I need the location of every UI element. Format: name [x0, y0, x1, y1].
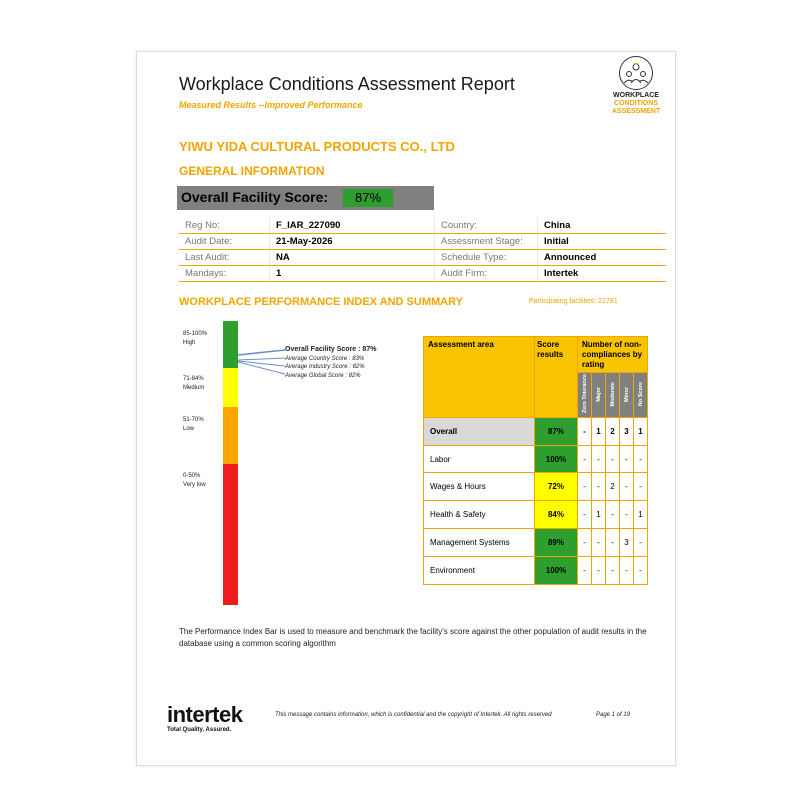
row-area: Labor — [424, 446, 535, 473]
info-key: Reg No: — [179, 218, 270, 234]
info-value: China — [538, 218, 667, 234]
row-count: 3 — [620, 418, 634, 446]
row-score: 87% — [535, 418, 578, 446]
index-bar-very-low — [223, 464, 238, 605]
row-count: - — [620, 473, 634, 501]
global-score-line: Average Global Score : 82% — [285, 372, 361, 379]
row-area: Wages & Hours — [424, 473, 535, 501]
row-area: Environment — [424, 557, 535, 585]
summary-table — [423, 336, 648, 585]
rating-minor: Minor — [620, 373, 634, 418]
rating-no-score: No Score — [634, 373, 648, 418]
index-footnote: The Performance Index Bar is used to measure and benchmark the facility's score against the other population of audit results in the database using a common scoring algorithm — [179, 627, 647, 648]
row-count: - — [606, 501, 620, 529]
range-high-label — [183, 330, 207, 348]
row-count: - — [620, 501, 634, 529]
info-row — [179, 234, 666, 250]
country-score-line: Average Country Score : 83% — [285, 355, 365, 362]
row-count: - — [578, 529, 592, 557]
row-count: - — [578, 501, 592, 529]
brand-wordmark: intertek — [167, 702, 243, 727]
index-bar-medium — [223, 368, 238, 407]
row-count: - — [592, 529, 606, 557]
logo-line3: ASSESSMENT — [611, 108, 661, 115]
summary-row — [424, 473, 648, 501]
info-key: Schedule Type: — [435, 250, 538, 266]
row-count: 1 — [592, 418, 606, 446]
overall-score-bar — [177, 186, 434, 210]
row-area: Management Systems — [424, 529, 535, 557]
score-comparison — [285, 346, 376, 380]
rating-major: Major — [592, 373, 606, 418]
score-pointer-lines — [237, 342, 287, 382]
row-score: 72% — [535, 473, 578, 501]
general-info-heading: GENERAL INFORMATION — [179, 164, 325, 178]
summary-row — [424, 501, 648, 529]
participating-facilities: Participating facilities: 22781 — [529, 298, 618, 305]
info-value: 21-May-2026 — [270, 234, 435, 250]
row-count: - — [620, 446, 634, 473]
report-subtitle: Measured Results --Improved Performance — [179, 100, 363, 110]
index-bar-low — [223, 407, 238, 464]
row-count: - — [606, 446, 620, 473]
logo-line2: CONDITIONS — [614, 100, 658, 107]
info-key: Audit Firm: — [435, 266, 538, 282]
rating-moderate: Moderate — [606, 373, 620, 418]
row-count: - — [592, 557, 606, 585]
row-count: - — [578, 473, 592, 501]
range-low-label — [183, 416, 204, 434]
row-area: Overall — [424, 418, 535, 446]
row-score: 84% — [535, 501, 578, 529]
overall-facility-line: Overall Facility Score : 87% — [285, 346, 377, 353]
header-score-results: Score results — [535, 337, 578, 418]
info-value: Initial — [538, 234, 667, 250]
overall-score-value: 87% — [343, 189, 393, 207]
header-assessment-area: Assessment area — [424, 337, 535, 418]
range-value: 71-84% — [183, 376, 204, 382]
row-count: - — [578, 418, 592, 446]
row-count: - — [620, 557, 634, 585]
range-level: High — [183, 340, 196, 346]
range-value: 51-70% — [183, 417, 204, 423]
row-count: 1 — [592, 501, 606, 529]
report-title: Workplace Conditions Assessment Report — [179, 74, 515, 94]
index-bar-high — [223, 321, 238, 368]
wpi-heading: WORKPLACE PERFORMANCE INDEX AND SUMMARY — [179, 296, 463, 308]
page-number: Page 1 of 19 — [596, 712, 631, 718]
row-count: 2 — [606, 418, 620, 446]
range-value: 85-100% — [183, 331, 208, 337]
info-key: Mandays: — [179, 266, 270, 282]
brand-tagline: Total Quality. Assured. — [167, 727, 232, 733]
row-count: - — [592, 446, 606, 473]
info-value: Announced — [538, 250, 667, 266]
row-score: 100% — [535, 446, 578, 473]
row-count: - — [634, 529, 648, 557]
confidential-notice: This message contains information, which is confidential and the copyright of Intertek. All rights reserved — [275, 712, 552, 718]
summary-row — [424, 446, 648, 473]
row-count: 1 — [634, 418, 648, 446]
overall-score-label: Overall Facility Score: — [181, 189, 329, 205]
info-value: F_IAR_227090 — [270, 218, 435, 234]
row-area: Health & Safety — [424, 501, 535, 529]
wca-logo — [605, 56, 667, 122]
info-row — [179, 218, 666, 234]
row-count: 2 — [606, 473, 620, 501]
people-icon — [619, 56, 653, 90]
row-count: - — [606, 557, 620, 585]
info-value: NA — [270, 250, 435, 266]
summary-row — [424, 557, 648, 585]
row-count: - — [606, 529, 620, 557]
row-count: 3 — [620, 529, 634, 557]
info-key: Country: — [435, 218, 538, 234]
logo-line1: WORKPLACE — [613, 92, 659, 99]
summary-overall-row — [424, 418, 648, 446]
rating-zero-tolerance: Zero Tolerance — [578, 373, 592, 418]
row-count: 1 — [634, 501, 648, 529]
info-key: Assessment Stage: — [435, 234, 538, 250]
summary-row — [424, 529, 648, 557]
summary-header-row — [424, 337, 648, 373]
range-level: Low — [183, 426, 195, 432]
info-row — [179, 250, 666, 266]
row-score: 100% — [535, 557, 578, 585]
header-noncompliance: Number of non-compliances by rating — [578, 337, 648, 373]
range-very-low-label — [183, 472, 206, 490]
range-value: 0-50% — [183, 473, 201, 479]
row-count: - — [592, 473, 606, 501]
row-count: - — [578, 446, 592, 473]
info-value: 1 — [270, 266, 435, 282]
range-medium-label — [183, 375, 204, 393]
range-level: Medium — [183, 385, 205, 391]
info-value: Intertek — [538, 266, 667, 282]
range-level: Very low — [183, 482, 206, 488]
row-count: - — [634, 473, 648, 501]
row-count: - — [578, 557, 592, 585]
industry-score-line: Average Industry Score : 82% — [285, 364, 365, 370]
row-count: - — [634, 446, 648, 473]
info-key: Audit Date: — [179, 234, 270, 250]
info-key: Last Audit: — [179, 250, 270, 266]
intertek-logo — [167, 704, 242, 733]
general-info-table — [179, 218, 666, 282]
company-name: YIWU YIDA CULTURAL PRODUCTS CO., LTD — [179, 139, 455, 154]
report-page — [136, 51, 676, 766]
row-count: - — [634, 557, 648, 585]
info-row — [179, 266, 666, 282]
row-score: 89% — [535, 529, 578, 557]
